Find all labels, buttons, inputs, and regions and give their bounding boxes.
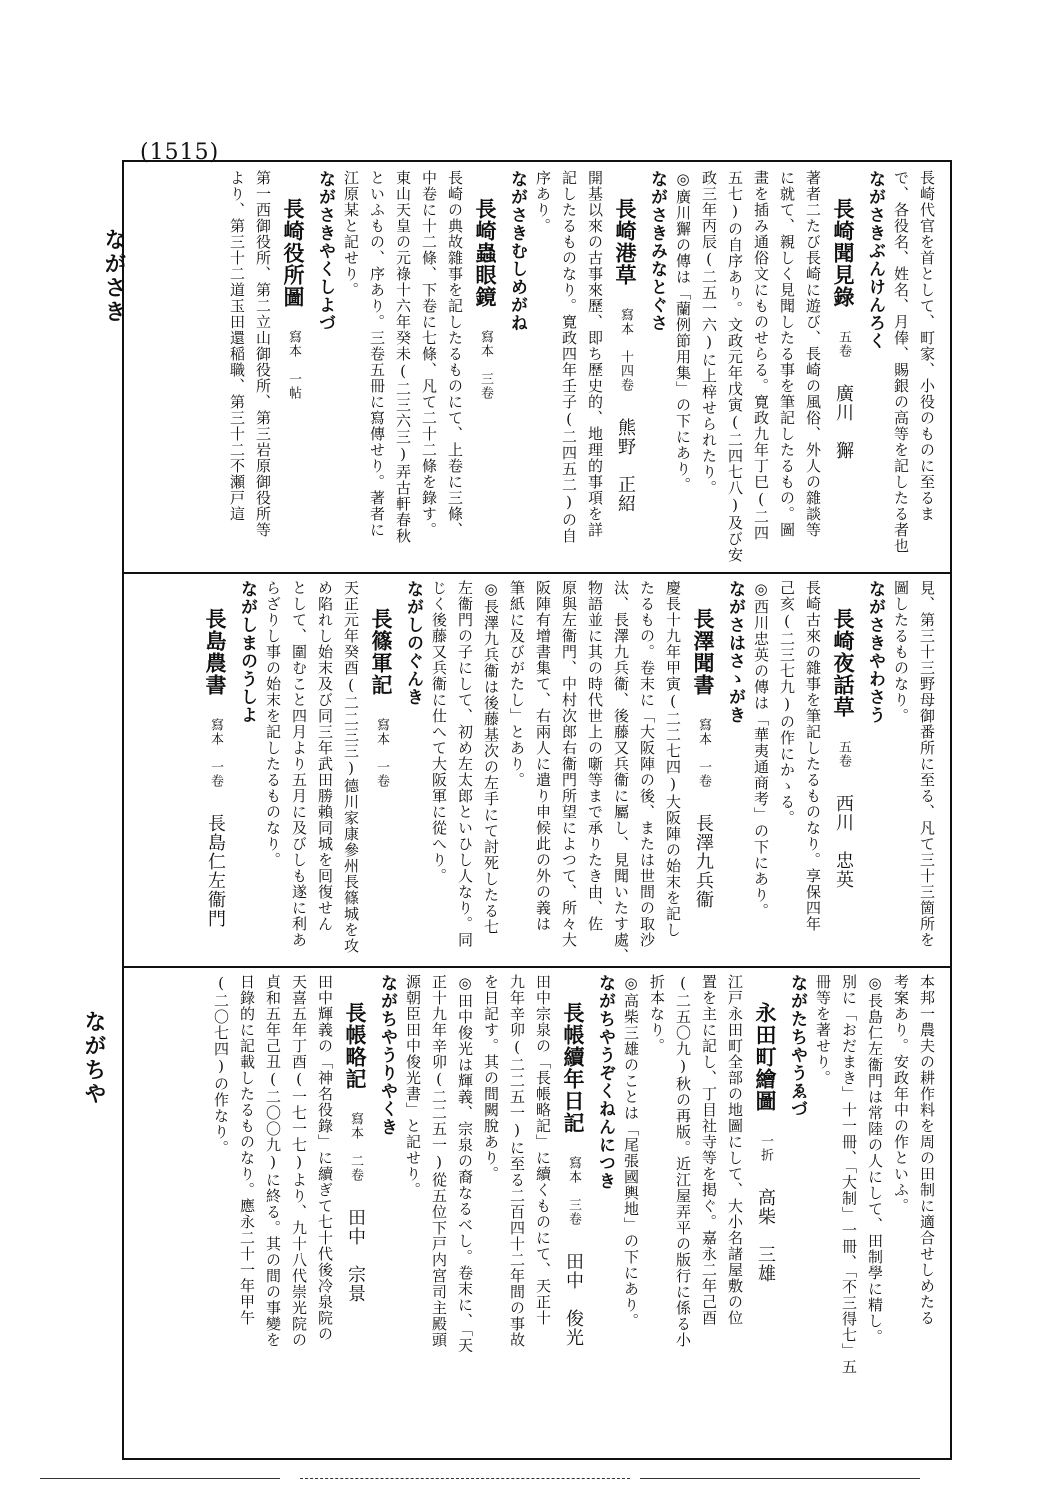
guide-word-bottom: ながちや — [81, 1010, 106, 1106]
entry-title: 長島農書 — [203, 608, 228, 696]
entry-text-line: 序あり。 — [534, 170, 552, 234]
entry-title: 長帳續年日記 — [561, 1002, 586, 1134]
entry-title: 長崎港草 — [613, 198, 638, 286]
tier-2 — [124, 580, 950, 964]
entry-text-line: ◎廣川獬の傳は「蘭例節用集」の下にあり。 — [674, 170, 692, 493]
page-frame — [122, 160, 952, 1460]
entry-author: 長澤九兵衞 — [693, 814, 714, 909]
entry-title: 長崎夜話草 — [831, 608, 856, 718]
entry-text-line: 長崎代官を首として、町家、小役のものに至るま — [918, 170, 936, 522]
entry-text-line: 源朝臣田中俊光書」と記せり。 — [404, 974, 422, 1198]
entry-title: 長崎蟲眼鏡 — [473, 198, 498, 308]
entry-title-line — [830, 580, 856, 958]
entry-volumes: 寫本 十四卷 — [618, 308, 633, 392]
entry-volumes: 寫本 一卷 — [208, 718, 223, 788]
entry-volumes: 五卷 — [836, 330, 851, 358]
entry-text-line: 開基以來の古事來歷、即ち歷史的、地理的事項を詳 — [586, 170, 604, 538]
entry-text-line: より、第三十二道玉田還稲職、第三十二不瀬戸這 — [228, 170, 246, 522]
entry-title-line — [202, 580, 228, 958]
entry-text-line: 記したるものなり。寛政四年壬子(二四五二)の自 — [560, 170, 578, 544]
entry-text-line: 原與左衞門、中村次郎右衞門所望によつて、所々大 — [560, 580, 578, 948]
tier-1-columns — [134, 170, 940, 565]
entry-text-line: 筆紙に及びがたし」とあり。 — [508, 580, 526, 788]
entry-text-line: ◎長島仁左衞門は常陸の人にして、田制學に精し。 — [866, 974, 884, 1345]
entry-text-line: らざりし事の始末を記したるものなり。 — [264, 580, 282, 868]
entry-author: 田中 宗景 — [345, 1208, 366, 1303]
entry-text-line: 江戸永田町全部の地圖にして、大小名諸屋敷の位 — [726, 974, 744, 1326]
entry-text-line: に就て、親しく見聞したる事を筆記したるもの。圖 — [778, 170, 796, 538]
page-number: (1515) — [140, 140, 220, 165]
entry-text-line: 阪陣有增書集て、右兩人に遣り申候此の外の義は — [534, 580, 552, 932]
entry-volumes: 寫本 三卷 — [478, 330, 493, 400]
entry-text-line: たるもの。卷末に「大阪陣の後、または世間の取沙 — [638, 580, 656, 948]
entry-text-line: 田中宗泉の「長帳略記」に續くものにて、天正十 — [534, 974, 552, 1326]
entry-title: 長帳略記 — [343, 1002, 368, 1090]
bottom-rule — [640, 1478, 920, 1479]
entry-reading-heading: ながちやうりやくき — [377, 974, 397, 1136]
entry-text-line: 物語並に其の時代世上の噺等まで承りたき由、佐 — [586, 580, 604, 932]
entry-text-line: 中卷に十二條、下卷に七條、凡て二十二條を錄す。 — [420, 170, 438, 538]
entry-title-line — [830, 170, 856, 565]
entry-reading-heading: ながしのぐんき — [403, 580, 423, 706]
tier-1 — [124, 170, 950, 565]
entry-author: 廣川 獬 — [833, 384, 854, 460]
entry-text-line: 五七)の自序あり。文政元年戊寅(二四七八)及び安 — [726, 170, 744, 563]
entry-volumes: 寫本 二卷 — [348, 1112, 363, 1182]
entry-volumes: 寫本 一卷 — [374, 718, 389, 788]
entry-title: 長崎聞見錄 — [831, 198, 856, 308]
entry-text-line: を日記す。其の間闕脫あり。 — [482, 974, 500, 1182]
entry-volumes: 寫本 一卷 — [696, 718, 711, 788]
entry-text-line: 左衞門の子にして、初め左太郎といひし人なり。同 — [456, 580, 474, 948]
entry-author: 熊野 正紹 — [615, 418, 636, 513]
entry-volumes: 一折 — [758, 1134, 773, 1162]
entry-text-line: じく後藤又兵衞に仕へて大阪軍に從へり。 — [430, 580, 448, 884]
entry-title-line — [612, 170, 638, 565]
entry-reading-heading: ながたちやうゑづ — [787, 974, 807, 1118]
entry-text-line: 見、第三十三野母御番所に至る、凡て三十三箇所を — [918, 580, 936, 948]
entry-title-line — [472, 170, 498, 565]
entry-text-line: 汰、長澤九兵衞、後藤又兵衞に屬し、見聞いたす處、 — [612, 580, 630, 964]
entry-reading-heading: ながちやうぞくねんにつき — [595, 974, 615, 1190]
entry-text-line: 冊等を著せり。 — [814, 974, 832, 1086]
bottom-rule — [40, 1478, 280, 1479]
entry-reading-heading: ながさきぶんけんろく — [865, 170, 885, 350]
bottom-rule — [300, 1478, 630, 1479]
entry-text-line: 政三年丙辰(二五一六)に上梓せられたり。 — [700, 170, 718, 496]
entry-reading-heading: ながさはさゝがき — [725, 580, 745, 724]
entry-text-line: 九年辛卯(二二五一)に至る二百四十二年間の事故 — [508, 974, 526, 1348]
entry-text-line: 天喜五年丁酉(一七一七)より、九十八代崇光院の — [290, 974, 308, 1348]
entry-text-line: (二五〇九)秋の再版。近江屋弄平の版行に係る小 — [674, 974, 692, 1348]
entry-author: 長島仁左衞門 — [205, 814, 226, 928]
entry-text-line: 長崎古來の雜事を筆記したるものなり。享保四年 — [804, 580, 822, 932]
entry-volumes: 五卷 — [836, 740, 851, 768]
entry-text-line: 折本なり。 — [648, 974, 666, 1054]
entry-title: 長崎役所圖 — [281, 198, 306, 308]
entry-text-line: 己亥(二三七九)の作にかゝる。 — [778, 580, 796, 826]
entry-title-line — [690, 580, 716, 958]
tier-3 — [124, 974, 950, 1449]
entry-text-line: 日錄的に記載したるものなり。應永二十一年甲午 — [238, 974, 256, 1326]
entry-title: 長篠軍記 — [369, 608, 394, 696]
entry-volumes: 寫本 一帖 — [286, 330, 301, 400]
entry-text-line: 畫を插み通俗文にものせらる。寛政九年丁巳(二四 — [752, 170, 770, 541]
tier-divider — [124, 572, 950, 574]
entry-text-line: 田中輝義の「神名役錄」に續ぎて七十代後冷泉院の — [316, 974, 334, 1342]
guide-word-top: ながさき — [101, 228, 126, 324]
entry-author: 西川 忠英 — [833, 794, 854, 889]
entry-text-line: 考案あり。安政年中の作といふ。 — [892, 974, 910, 1214]
entry-title-line — [342, 974, 368, 1449]
entry-reading-heading: ながさきやくしよづ — [315, 170, 335, 332]
entry-title: 長澤聞書 — [691, 608, 716, 696]
entry-text-line: ◎西川忠英の傳は「華夷通商考」の下にあり。 — [752, 580, 770, 919]
entry-text-line: (二〇七四)の作なり。 — [212, 974, 230, 1156]
entry-text-line: 長崎の典故雜事を記したるものにて、上卷に三條、 — [446, 170, 464, 538]
entry-title-line — [560, 974, 586, 1449]
entry-text-line: め陷れし始末及び同三年武田勝賴同城を囘復せん — [316, 580, 334, 932]
entry-text-line: といふもの、序あり。三卷五冊に寫傳せり。著者に — [368, 170, 386, 538]
entry-text-line: ◎長澤九兵衞は後藤基次の左手にて討死したる七 — [482, 580, 500, 935]
tier-2-columns — [134, 580, 940, 964]
entry-reading-heading: ながしまのうしよ — [237, 580, 257, 724]
entry-text-line: 天正元年癸酉(二二三三)德川家康參州長篠城を攻 — [342, 580, 360, 954]
entry-text-line: 著者二たび長崎に遊び、長崎の風俗、外人の雜談等 — [804, 170, 822, 538]
entry-text-line: ◎田中俊光は輝義、宗泉の裔なるべし。卷末に、「天 — [456, 974, 474, 1354]
entry-text-line: 置を主に記し、丁目社寺等を掲ぐ。嘉永二年己酉 — [700, 974, 718, 1326]
entry-text-line: ◎高柴三雄のことは「尾張國輿地」の下にあり。 — [622, 974, 640, 1329]
entry-text-line: 圖したるものなり。 — [892, 580, 910, 724]
entry-text-line: 貞和五年己丑(二〇〇九)に終る。其の間の事變を — [264, 974, 282, 1348]
entry-text-line: 正十九年辛卯(二二五一)從五位下戸内宮司主殿頭 — [430, 974, 448, 1348]
entry-text-line: 江原某と記せり。 — [342, 170, 360, 298]
entry-reading-heading: ながさきむしめがね — [507, 170, 527, 332]
entry-title: 永田町繪圖 — [753, 1002, 778, 1112]
entry-text-line: 東山天皇の元祿十六年癸未(二三六三)弄古軒春秋 — [394, 170, 412, 544]
entry-text-line: 本邦一農夫の耕作料を周の田制に適合せしめたる — [918, 974, 936, 1326]
entry-text-line: 別に「おだまき」十一冊、「大制」一冊、「不三得七」五 — [840, 974, 858, 1375]
entry-title-line — [280, 170, 306, 565]
entry-author: 田中 俊光 — [563, 1252, 584, 1347]
tier-divider — [124, 966, 950, 968]
entry-reading-heading: ながさきやわさう — [865, 580, 885, 724]
entry-author: 高柴 三雄 — [755, 1188, 776, 1283]
entry-title-line — [752, 974, 778, 1449]
tier-3-columns — [134, 974, 940, 1449]
entry-text-line: 慶長十九年甲寅(二二七四)大阪陣の始末を記し — [664, 580, 682, 938]
entry-volumes: 寫本 三卷 — [566, 1156, 581, 1226]
entry-text-line: で、各役名、姓名、月俸、賜銀の高等を記したる者也 — [892, 170, 910, 554]
entry-text-line: として、圍むこと四月より五月に及びしも遂に利あ — [290, 580, 308, 948]
entry-reading-heading: ながさきみなとぐさ — [647, 170, 667, 332]
entry-title-line — [368, 580, 394, 958]
entry-text-line: 第一西御役所、第二立山御役所、第三岩原御役所等 — [254, 170, 272, 538]
